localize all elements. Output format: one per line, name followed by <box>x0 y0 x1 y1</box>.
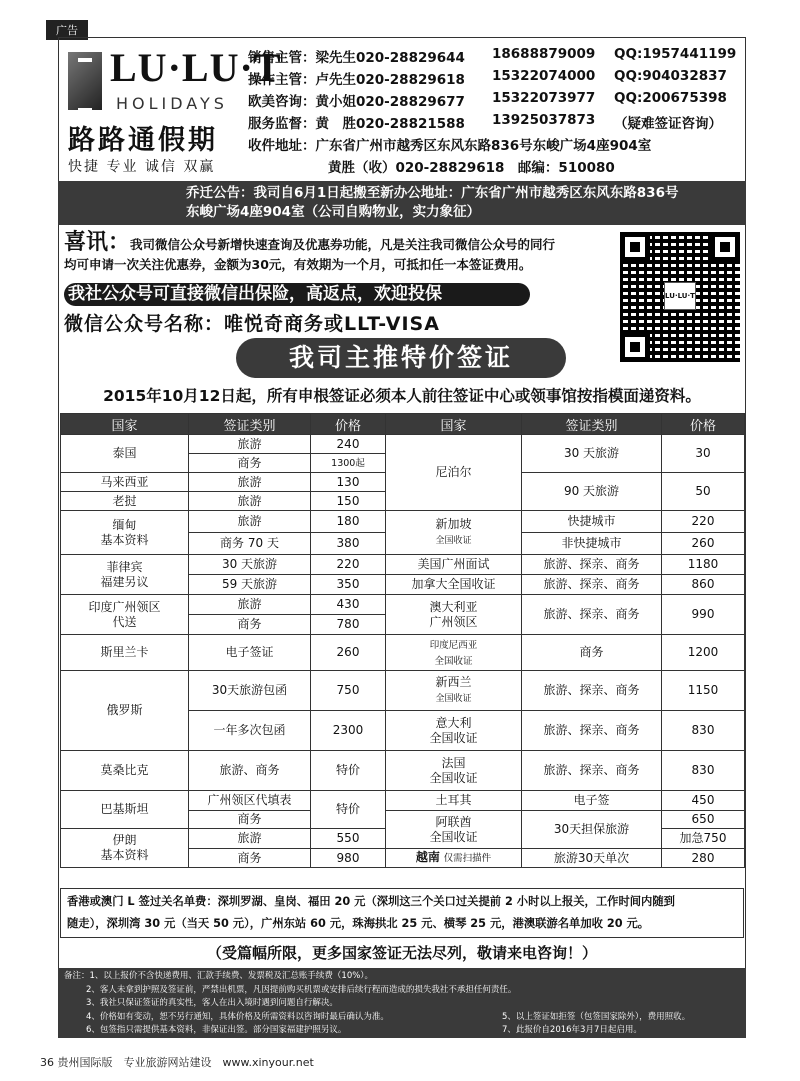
remark-line: 3、我社只保证签证的真实性，客人在出入境时遇到问题自行解决。 <box>86 998 338 1008</box>
visa-type-cell: 旅游 <box>189 595 311 615</box>
visa-type-cell: 非快捷城市 <box>522 533 662 555</box>
note-line: 香港或澳门 L 签过关名单费：深圳罗湖、皇岗、福田 20 元（深圳这三个关口过关提前 2 小时以上报关，工作时间内随到 <box>67 895 675 908</box>
remark-line: 5、以上签证如拒签（包签国家除外），费用照收。 <box>502 1011 691 1022</box>
price-cell: 830 <box>662 751 745 791</box>
contact-mobile: 18688879009 <box>492 46 596 62</box>
visa-price-table <box>60 413 745 868</box>
table-header-row <box>61 414 745 435</box>
table-row <box>61 511 745 533</box>
country-cell <box>386 751 522 791</box>
price-cell: 130 <box>311 473 386 492</box>
country-cell <box>61 829 189 868</box>
hk-macau-note <box>60 888 744 938</box>
visa-type-cell: 旅游 <box>189 829 311 849</box>
price-cell: 150 <box>311 492 386 511</box>
price-cell: 830 <box>662 711 745 751</box>
country-note: 全国收证 <box>429 730 478 745</box>
remark-line: 6、包签指只需提供基本资料，非保证出签。部分国家福建护照另议。 <box>86 1025 347 1035</box>
country-name: 印度尼西亚 <box>429 639 478 651</box>
country-name: 新加坡 <box>435 516 472 531</box>
country-note: 全国收证 <box>435 535 472 546</box>
price-cell: 2300 <box>311 711 386 751</box>
country-cell: 土耳其 <box>386 791 522 811</box>
contact-person: 欧美咨询：黄小姐020-28829677 <box>248 94 465 110</box>
price-cell: 特价 <box>311 791 386 829</box>
relocation-notice <box>58 181 746 225</box>
mailing-address: 收件地址：广东省广州市越秀区东风东路836号东峻广场4座904室 <box>248 138 652 154</box>
country-cell: 俄罗斯 <box>61 671 189 751</box>
note-line: 随走），深圳湾 30 元（当天 50 元），广州东站 60 元，珠海拱北 25 元、横琴 25 元，港澳联游名单加收 20 元。 <box>67 917 650 930</box>
col-header: 签证类别 <box>189 414 311 435</box>
country-cell <box>61 511 189 555</box>
more-countries-note: （受篇幅所限，更多国家签证无法尽列，敬请来电咨询！） <box>206 944 597 962</box>
contact-mobile: 15322074000 <box>492 68 596 84</box>
country-note: 福建另议 <box>100 574 149 589</box>
contact-person: 操作主管：卢先生020-28829618 <box>248 72 465 88</box>
visa-type-cell: 商务 <box>189 454 311 473</box>
country-name: 阿联酋 <box>435 814 472 829</box>
price-cell: 30 <box>662 435 745 473</box>
col-header: 国家 <box>386 414 522 435</box>
price-cell: 1200 <box>662 635 745 671</box>
visa-type-cell: 电子签证 <box>189 635 311 671</box>
table-row <box>61 635 745 671</box>
country-cell <box>386 635 522 671</box>
visa-type-cell: 商务 70 天 <box>189 533 311 555</box>
contact-person: 服务监督：黄 胜020-28821588 <box>248 116 465 132</box>
country-cell: 老挝 <box>61 492 189 511</box>
contact-row <box>248 46 744 68</box>
featured-visa-banner: 我司主推特价签证 <box>236 338 566 378</box>
country-note: 基本资料 <box>100 848 149 862</box>
country-note: 仅需扫描件 <box>443 853 492 864</box>
country-cell: 马来西亚 <box>61 473 189 492</box>
country-cell <box>386 811 522 849</box>
logo-english: LU·LU·T <box>110 45 282 90</box>
logo-chinese: 路路通假期 <box>68 125 218 156</box>
visa-type-cell: 旅游、商务 <box>189 751 311 791</box>
country-cell: 美国广州面试 <box>386 555 522 575</box>
visa-type-cell: 广州领区代填表 <box>189 791 311 811</box>
country-note: 全国收证 <box>429 829 478 844</box>
price-cell: 450 <box>662 791 745 811</box>
visa-type-cell: 30 天旅游 <box>522 435 662 473</box>
visa-type-cell: 旅游、探亲、商务 <box>522 671 662 711</box>
company-logo <box>64 44 282 176</box>
country-cell: 巴基斯坦 <box>61 791 189 829</box>
price-cell: 550 <box>311 829 386 849</box>
remark-line: 7、此报价自2016年3月7日起启用。 <box>502 1025 642 1035</box>
visa-type-cell: 旅游 <box>189 435 311 454</box>
logo-mark-icon <box>68 52 102 110</box>
qr-finder-icon <box>620 332 650 362</box>
price-cell: 380 <box>311 533 386 555</box>
contact-row <box>248 112 744 134</box>
price-cell: 350 <box>311 575 386 595</box>
visa-type-cell: 旅游、探亲、商务 <box>522 555 662 575</box>
visa-type-cell: 旅游、探亲、商务 <box>522 595 662 635</box>
visa-type-cell: 商务 <box>189 615 311 635</box>
price-cell: 980 <box>311 849 386 868</box>
contact-mobile: 13925037873 <box>492 112 596 128</box>
country-cell: 斯里兰卡 <box>61 635 189 671</box>
country-name: 澳大利亚 <box>429 599 478 614</box>
qr-code[interactable] <box>620 232 740 362</box>
notice-line: 东峻广场4座904室（公司自购物业，实力象征） <box>186 204 481 220</box>
visa-type-cell: 30天旅游包函 <box>189 671 311 711</box>
country-name: 伊朗 <box>112 833 137 847</box>
country-note: 广州领区 <box>429 614 478 629</box>
visa-type-cell: 旅游、探亲、商务 <box>522 751 662 791</box>
price-cell: 430 <box>311 595 386 615</box>
price-cell: 260 <box>311 635 386 671</box>
visa-type-cell: 一年多次包函 <box>189 711 311 751</box>
promo-lead: 喜讯： <box>64 230 131 255</box>
wechat-account-name: 微信公众号名称：唯悦奇商务或LLT-VISA <box>64 313 440 335</box>
contact-row <box>248 68 744 90</box>
qr-finder-icon <box>620 232 650 262</box>
contact-qq: （疑难签证咨询） <box>614 116 722 132</box>
remarks-box <box>58 968 746 1038</box>
country-cell: 泰国 <box>61 435 189 473</box>
country-cell: 尼泊尔 <box>386 435 522 511</box>
remark-row <box>64 1011 740 1025</box>
qr-code-icon <box>620 232 740 362</box>
qr-finder-icon <box>710 232 740 262</box>
country-cell <box>386 595 522 635</box>
visa-type-cell: 商务 <box>522 635 662 671</box>
remark-row <box>64 1024 740 1038</box>
insurance-pill: 我社公众号可直接微信出保险，高返点，欢迎投保 <box>64 283 530 306</box>
visa-type-cell: 旅游 <box>189 473 311 492</box>
price-cell: 860 <box>662 575 745 595</box>
visa-type-cell: 旅游、探亲、商务 <box>522 711 662 751</box>
price-cell: 1150 <box>662 671 745 711</box>
contact-qq: QQ:200675398 <box>614 90 727 106</box>
country-name: 意大利 <box>435 715 472 730</box>
visa-type-cell: 旅游 <box>189 492 311 511</box>
contact-qq: QQ:904032837 <box>614 68 727 84</box>
visa-type-cell: 电子签 <box>522 791 662 811</box>
country-cell <box>386 671 522 711</box>
visa-type-cell: 旅游 <box>189 511 311 533</box>
country-note: 全国收证 <box>429 770 478 785</box>
col-header: 价格 <box>662 414 745 435</box>
price-cell: 990 <box>662 595 745 635</box>
price-cell: 220 <box>311 555 386 575</box>
table-row <box>61 435 745 454</box>
schengen-policy: 2015年10月12日起，所有申根签证必须本人前往签证中心或领事馆按指模面递资料。 <box>103 387 701 405</box>
price-cell: 750 <box>311 671 386 711</box>
price-cell: 240 <box>311 435 386 454</box>
col-header: 国家 <box>61 414 189 435</box>
qr-logo: LU·LU·T <box>664 282 696 310</box>
price-cell: 220 <box>662 511 745 533</box>
page-footer: 36 贵州国际版 专业旅游网站建设 www.xinyour.net <box>40 1056 314 1069</box>
price-cell: 1180 <box>662 555 745 575</box>
country-name: 新西兰 <box>435 674 472 689</box>
price-cell: 650 <box>662 811 745 829</box>
notice-line: 乔迁公告：我司自6月1日起搬至新办公地址：广东省广州市越秀区东风东路836号 <box>186 185 679 201</box>
table-row <box>61 791 745 811</box>
col-header: 签证类别 <box>522 414 662 435</box>
country-note: 代送 <box>112 614 137 629</box>
price-cell: 280 <box>662 849 745 868</box>
price-cell: 260 <box>662 533 745 555</box>
visa-type-cell: 旅游、探亲、商务 <box>522 575 662 595</box>
promo-text <box>64 230 612 275</box>
table-row <box>61 595 745 615</box>
visa-type-cell: 90 天旅游 <box>522 473 662 511</box>
visa-type-cell: 商务 <box>189 811 311 829</box>
country-name: 越南 <box>415 850 440 864</box>
country-cell: 加拿大全国收证 <box>386 575 522 595</box>
country-note: 全国收证 <box>435 693 472 704</box>
table-row <box>61 671 745 711</box>
price-cell: 1300起 <box>311 454 386 473</box>
contact-person: 销售主管：梁先生020-28829644 <box>248 50 465 66</box>
logo-subtitle: HOLIDAYS <box>116 94 228 113</box>
logo-slogan: 快捷 专业 诚信 双赢 <box>68 159 216 175</box>
remark-line: 2、客人未拿到护照及签证前，严禁出机票，凡因提前购买机票或安排后续行程而造成的损失我社不承担任何责任。 <box>86 984 517 995</box>
country-cell: 莫桑比克 <box>61 751 189 791</box>
country-name: 缅甸 <box>112 517 137 532</box>
col-header: 价格 <box>311 414 386 435</box>
promo-line: 我司微信公众号新增快速查询及优惠券功能，凡是关注我司微信公众号的同行 <box>130 237 556 252</box>
table-row <box>61 555 745 575</box>
country-note: 全国收证 <box>434 655 473 667</box>
contact-qq: QQ:1957441199 <box>614 46 737 62</box>
visa-type-cell: 商务 <box>189 849 311 868</box>
country-cell <box>386 511 522 555</box>
country-cell <box>61 595 189 635</box>
visa-type-cell: 旅游30天单次 <box>522 849 662 868</box>
country-cell <box>386 849 522 868</box>
contact-row <box>248 90 744 112</box>
country-name: 法国 <box>441 755 466 770</box>
ad-tag: 广告 <box>46 20 88 40</box>
price-cell: 特价 <box>311 751 386 791</box>
price-cell: 780 <box>311 615 386 635</box>
country-name: 菲律宾 <box>106 559 143 574</box>
remark-line: 备注：1、以上报价不含快递费用、汇款手续费、发票税及汇总账手续费（10%）。 <box>64 971 374 981</box>
visa-type-cell: 30天担保旅游 <box>522 811 662 849</box>
mailing-recipient: 黄胜（收）020-28829618 邮编：510080 <box>328 160 615 176</box>
country-note: 基本资料 <box>100 532 149 547</box>
visa-type-cell: 30 天旅游 <box>189 555 311 575</box>
price-cell: 50 <box>662 473 745 511</box>
price-cell: 加急750 <box>662 829 745 849</box>
promo-line: 均可申请一次关注优惠券，金额为30元，有效期为一个月，可抵扣任一本签证费用。 <box>64 257 532 272</box>
country-name: 印度广州领区 <box>88 599 161 614</box>
price-cell: 180 <box>311 511 386 533</box>
country-cell <box>61 555 189 595</box>
visa-type-cell: 快捷城市 <box>522 511 662 533</box>
contact-mobile: 15322073977 <box>492 90 596 106</box>
contact-list <box>248 46 744 178</box>
remark-line: 4、价格如有变动，恕不另行通知，具体价格及所需资料以咨询时最后确认为准。 <box>86 1011 389 1022</box>
table-row <box>61 751 745 791</box>
visa-type-cell: 59 天旅游 <box>189 575 311 595</box>
country-cell <box>386 711 522 751</box>
